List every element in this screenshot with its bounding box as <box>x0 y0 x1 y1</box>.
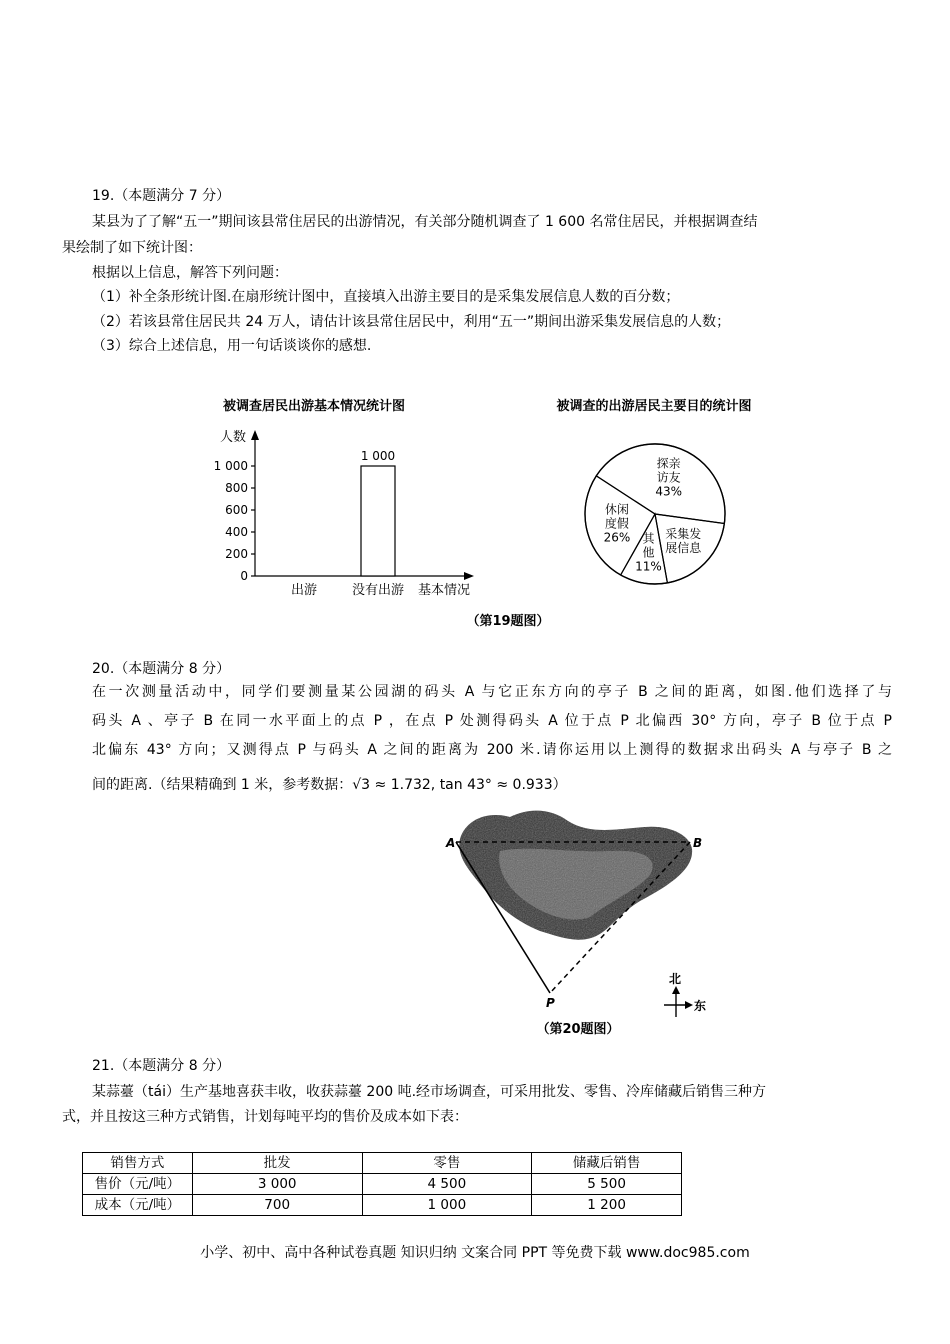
table-cell: 5 500 <box>532 1174 682 1195</box>
table-cell: 成本（元/吨） <box>83 1195 193 1216</box>
pie-slice-label: 其 <box>642 531 655 546</box>
compass-icon <box>664 972 706 1017</box>
pie-slice-label: 26% <box>603 530 631 545</box>
q21-header: 21.（本题满分 8 分） <box>92 1058 231 1074</box>
table-cell: 4 500 <box>362 1174 532 1195</box>
pie-slice-label: 度假 <box>604 516 629 531</box>
x-axis-arrow <box>464 572 474 580</box>
point-b-label: B <box>693 836 703 850</box>
q19-intro-line2: 果绘制了如下统计图： <box>62 240 202 256</box>
y-tick-label: 200 <box>225 547 248 561</box>
q20-line-2: 码头 A 、亭子 B 在同一水平面上的点 P ，在点 P 处测得码头 A 位于点 P 北偏西 30° 方向，亭子 B 位于点 P <box>92 713 892 729</box>
q19-intro-line1: 某县为了了解“五一”期间该县常住居民的出游情况，有关部分随机调查了 1 600 名常住居民，并根据调查结 <box>92 214 758 230</box>
pie-slice-label: 43% <box>655 484 682 499</box>
y-tick-label: 1 000 <box>213 459 248 473</box>
q21-line-2: 式，并且按这三种方式销售，计划每吨平均的售价及成本如下表： <box>62 1109 468 1125</box>
q19-figure-caption: （第19题图） <box>466 614 550 629</box>
q19-item-3: （3）综合上述信息，用一句话谈谈你的感想. <box>92 338 372 354</box>
q19-item-1: （1）补全条形统计图.在扇形统计图中，直接填入出游主要目的是采集发展信息人数的百分数； <box>92 289 680 305</box>
pie-chart-title: 被调查的出游居民主要目的统计图 <box>556 399 752 414</box>
table-cell: 3 000 <box>192 1174 362 1195</box>
q19-figure <box>200 388 820 633</box>
q19-item-2: （2）若该县常住居民共 24 万人，请估计该县常住居民中，利用“五一”期间出游采集发展信息的人数； <box>92 314 731 330</box>
q20-figure-caption: （第20题图） <box>536 1022 620 1037</box>
table-cell: 700 <box>192 1195 362 1216</box>
q19-header: 19.（本题满分 7 分） <box>92 188 231 204</box>
q19-prompt: 根据以上信息，解答下列问题： <box>92 265 288 281</box>
table-cell: 1 000 <box>362 1195 532 1216</box>
q20-body <box>92 678 892 800</box>
table-row <box>83 1174 682 1195</box>
bar-chart <box>214 398 474 598</box>
page-footer: 小学、初中、高中各种试卷真题 知识归纳 文案合同 PPT 等免费下载 www.doc985.com <box>200 1245 750 1261</box>
y-axis-arrow <box>251 430 259 440</box>
bar <box>361 466 395 576</box>
east-label: 东 <box>694 999 707 1013</box>
q20-line-3: 北偏东 43° 方向；又测得点 P 与码头 A 之间的距离为 200 米.请你运用以上测得的数据求出码头 A 与亭子 B 之 <box>92 742 892 758</box>
point-p-label: P <box>546 996 555 1010</box>
pie-slice-label: 采集发 <box>665 527 702 542</box>
table-header-cell: 零售 <box>362 1153 532 1174</box>
q20-line-4: 间的距离.（结果精确到 1 米，参考数据：√3 ≈ 1.732, tan 43° ≈ 0.933） <box>92 777 567 793</box>
bar-chart-ylabel: 人数 <box>220 430 247 445</box>
table-cell: 售价（元/吨） <box>83 1174 193 1195</box>
q20-figure <box>440 805 730 1045</box>
pie-slice-label: 11% <box>635 559 662 574</box>
north-label: 北 <box>669 972 682 986</box>
y-tick-label: 400 <box>225 525 248 539</box>
table-header-cell: 销售方式 <box>83 1153 193 1174</box>
table-header-cell: 储藏后销售 <box>532 1153 682 1174</box>
pie-slice-label: 休闲 <box>604 502 629 517</box>
table-header-cell: 批发 <box>192 1153 362 1174</box>
y-tick-label: 800 <box>225 481 248 495</box>
pie-slice-label: 展信息 <box>665 541 702 556</box>
x-category-label: 出游 <box>290 583 318 598</box>
pie-slice-label: 探亲 <box>656 456 681 471</box>
table-header-row <box>83 1153 682 1174</box>
q21-line-1: 某蒜薹（tái）生产基地喜获丰收，收获蒜薹 200 吨.经市场调查，可采用批发、零售、冷库储藏后销售三种方 <box>92 1084 767 1100</box>
bar-chart-title: 被调查居民出游基本情况统计图 <box>222 399 406 414</box>
point-a-label: A <box>446 836 456 850</box>
x-category-label: 没有出游 <box>351 583 405 598</box>
bar-chart-xlabel: 基本情况 <box>417 583 470 598</box>
table-row <box>83 1195 682 1216</box>
bar-data-label: 1 000 <box>360 449 396 463</box>
y-tick-label: 600 <box>225 503 248 517</box>
q20-line-1: 在一次测量活动中，同学们要测量某公园湖的码头 A 与它正东方向的亭子 B 之间的距离，如图.他们选择了与 <box>92 684 892 700</box>
sales-table <box>82 1152 682 1216</box>
pie-slice-label: 访友 <box>656 470 681 485</box>
pie-chart <box>556 398 751 584</box>
table-cell: 1 200 <box>532 1195 682 1216</box>
pie-slice-label: 他 <box>642 545 655 560</box>
y-tick-label: 0 <box>240 569 248 583</box>
q20-header: 20.（本题满分 8 分） <box>92 661 231 677</box>
